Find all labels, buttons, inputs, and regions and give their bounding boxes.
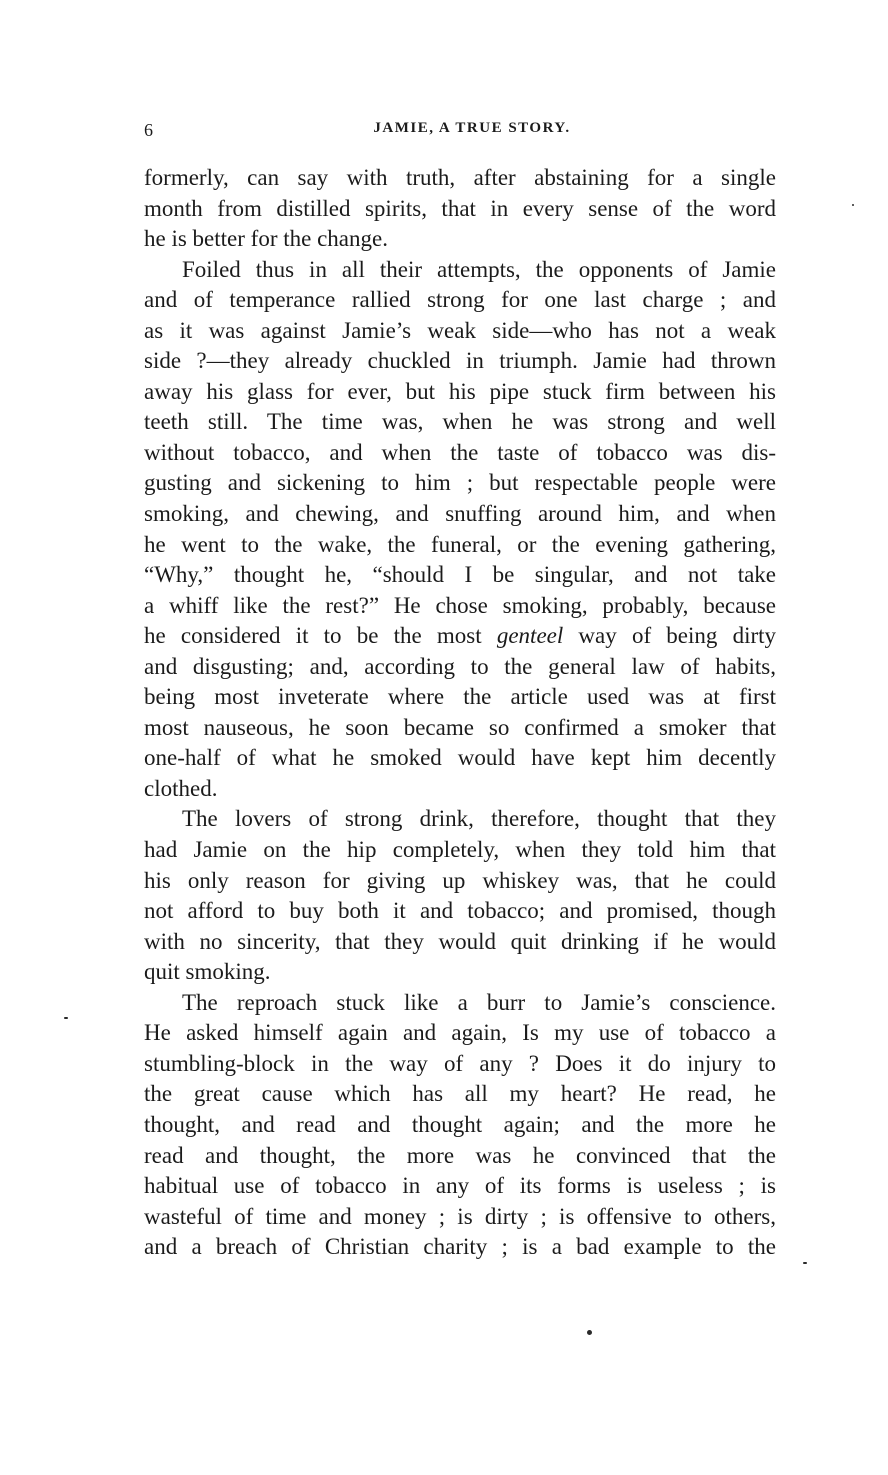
page-header bbox=[144, 120, 780, 144]
text-line: away his glass for ever, but his pipe stuck firm between his bbox=[144, 378, 776, 404]
running-head: JAMIE, A TRUE STORY. bbox=[373, 120, 571, 136]
text-line: month from distilled spirits, that in every sense of the word bbox=[144, 195, 776, 221]
text-line: a whiff like the rest?” He chose smoking, probably, because bbox=[144, 592, 776, 618]
text-line: read and thought, the more was he convinced that the bbox=[144, 1142, 776, 1168]
text-line: had Jamie on the hip completely, when they told him that bbox=[144, 837, 776, 863]
speck-mark bbox=[803, 1262, 807, 1264]
text-line: smoking, and chewing, and snuffing around him, and when bbox=[144, 501, 776, 527]
text-line: as it was against Jamie’s weak side—who has not a weak bbox=[144, 317, 776, 343]
body-text bbox=[144, 163, 776, 1263]
text-line: and of temperance rallied strong for one last charge ; and bbox=[144, 287, 776, 313]
text-line: he is better for the change. bbox=[144, 226, 388, 252]
text-line: without tobacco, and when the taste of tobacco was dis- bbox=[144, 439, 776, 465]
page-number: 6 bbox=[144, 120, 154, 140]
text-line: side ?—they already chuckled in triumph. Jamie had thrown bbox=[144, 348, 776, 374]
text-line: not afford to buy both it and tobacco; and promised, though bbox=[144, 898, 776, 924]
text-line: his only reason for giving up whiskey was, that he could bbox=[144, 867, 776, 893]
text-line: being most inveterate where the article used was at first bbox=[144, 684, 776, 710]
text-line: quit smoking. bbox=[144, 959, 271, 985]
text-line: habitual use of tobacco in any of its forms is useless ; is bbox=[144, 1173, 776, 1199]
paragraph-first-line: The lovers of strong drink, therefore, thought that they bbox=[182, 806, 776, 832]
text-line: the great cause which has all my heart? He read, he bbox=[144, 1081, 776, 1107]
italic-word: genteel bbox=[496, 623, 564, 649]
speck-mark bbox=[64, 1017, 68, 1019]
paragraph-first-line: The reproach stuck like a burr to Jamie’s conscience. bbox=[182, 989, 776, 1015]
text-line: wasteful of time and money ; is dirty ; is offensive to others, bbox=[144, 1203, 776, 1229]
text-line: stumbling-block in the way of any ? Does it do injury to bbox=[144, 1050, 776, 1076]
text-line: with no sincerity, that they would quit drinking if he would bbox=[144, 928, 776, 954]
text-line: He asked himself again and again, Is my use of tobacco a bbox=[144, 1020, 776, 1046]
text-line: teeth still. The time was, when he was strong and well bbox=[144, 409, 776, 435]
speck-mark bbox=[852, 204, 854, 206]
text-line: one-half of what he smoked would have kept him decently bbox=[144, 745, 776, 771]
text-line: most nauseous, he soon became so confirmed a smoker that bbox=[144, 714, 776, 740]
text-line: thought, and read and thought again; and the more he bbox=[144, 1111, 776, 1137]
paragraph-first-line: Foiled thus in all their attempts, the opponents of Jamie bbox=[182, 256, 776, 282]
text-line: gusting and sickening to him ; but respectable people were bbox=[144, 470, 776, 496]
text-line: clothed. bbox=[144, 775, 218, 801]
text-line: formerly, can say with truth, after abstaining for a single bbox=[144, 165, 776, 190]
text-line: and a breach of Christian charity ; is a bad example to the bbox=[144, 1234, 776, 1260]
text-line: he considered it to be the most genteel way of being dirty bbox=[144, 623, 777, 649]
text-line: and disgusting; and, according to the general law of habits, bbox=[144, 653, 776, 679]
speck-mark bbox=[587, 1330, 592, 1335]
text-line: “Why,” thought he, “should I be singular, and not take bbox=[144, 562, 776, 588]
text-line: he went to the wake, the funeral, or the evening gathering, bbox=[144, 531, 776, 557]
